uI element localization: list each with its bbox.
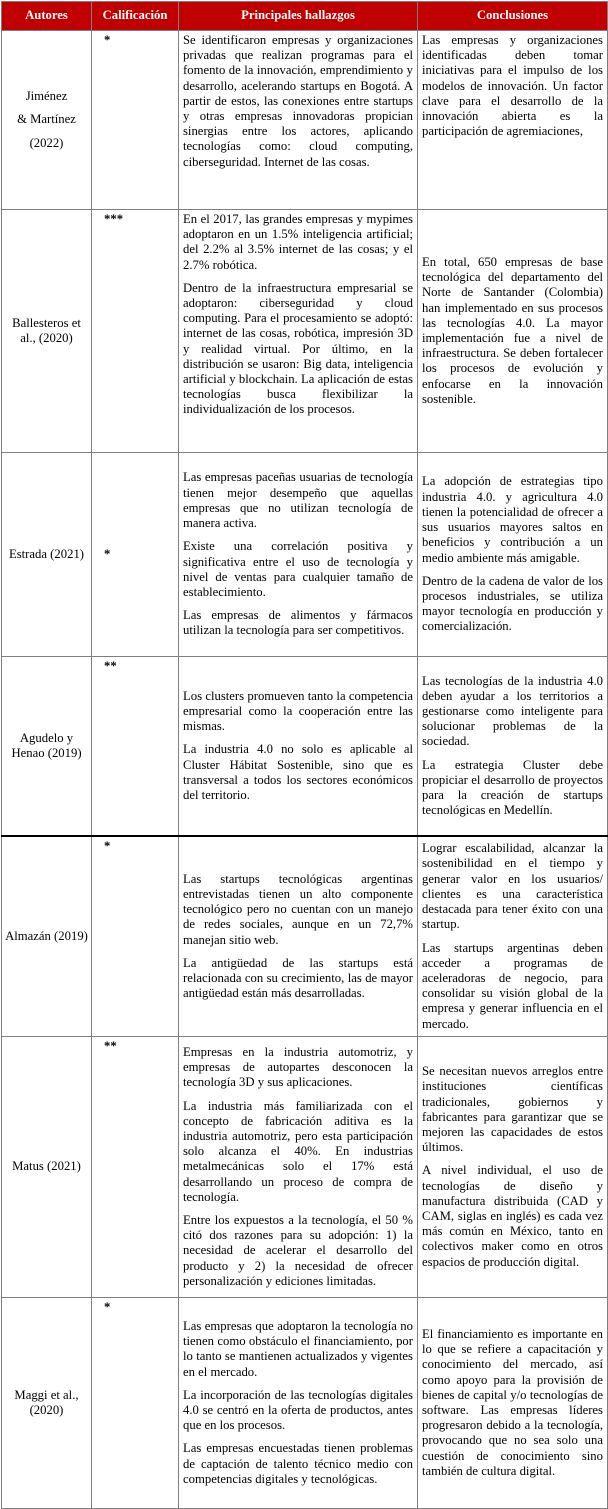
rating-cell: **: [92, 1037, 179, 1298]
conclusions-paragraph: Las tecnologías de la industria 4.0 deben ayudar a los territorios a gestionarse como inteligente para solucionar problemas de la sociedad.: [422, 673, 603, 749]
conclusions-paragraph: La estrategia Cluster debe propiciar el desarrollo de proyectos para la creación de startups tecnológicas en Medellín.: [422, 757, 603, 818]
conclusions-paragraph: El financiamiento es importante en lo que se refiere a capacitación y conocimiento del mercado, así como apoyo para la provisión de bienes de capital y/o tecnologías de software. Las empresas líderes progresaron debido a la tecnología, provocando que no sea solo una cuestión de conocimiento sino también de cultura digital.: [422, 1326, 603, 1478]
findings-paragraph: Entre los expuestos a la tecnología, el 50 % citó dos razones para su adopción: 1) la necesidad de acelerar el desarrollo del producto y 2) la necesidad de ofrecer personalización y ediciones limitadas.: [183, 1213, 413, 1288]
conclusions-paragraph: Dentro de la cadena de valor de los procesos industriales, se utiliza mayor tecnología en producción y comercialización.: [422, 573, 603, 634]
author-line: (2022): [29, 135, 64, 150]
conclusions-paragraph: La adopción de estrategias tipo industria 4.0. y agricultura 4.0 tienen la potencialidad de ofrecer a sus usuarios mayores saltos en beneficios y contribución a un medio ambiente más amigable.: [422, 474, 603, 565]
author-cell: [2, 210, 92, 453]
table-row: [2, 657, 608, 837]
findings-paragraph: Las empresas encuestadas tienen problemas de captación de talento técnico medio con competencias digitales y tecnológicas.: [183, 1441, 413, 1486]
author-line: Jiménez: [25, 89, 68, 104]
findings-paragraph: Las empresas de alimentos y fármacos utilizan la tecnología para ser competitivos.: [183, 608, 413, 638]
rating-cell: *: [92, 1298, 179, 1509]
table-row: [2, 1298, 608, 1509]
findings-cell: [179, 31, 418, 210]
findings-paragraph: Existe una correlación positiva y significativa entre el uso de tecnología y nivel de ventas para cualquier tamaño de establecimiento.: [183, 539, 413, 599]
conclusions-cell: [418, 1298, 608, 1509]
conclusions-cell: [418, 210, 608, 453]
conclusions-cell: [418, 1037, 608, 1298]
conclusions-paragraph: A nivel individual, el uso de tecnologías de diseño y manufactura distribuida (CAD y CAM, siglas en inglés) es cada vez más común en México, tanto en colectivos maker como en otros espacios de producción digital.: [422, 1163, 603, 1269]
findings-cell: [179, 836, 418, 1037]
rating-cell: *: [92, 453, 179, 657]
table-row: [2, 31, 608, 210]
author-line: Almazán (2019): [5, 928, 88, 943]
author-cell: [2, 453, 92, 657]
findings-paragraph: Las startups tecnológicas argentinas entrevistadas tienen un alto componente tecnológico pero no cuentan con un manejo de redes sociales, aunque en un 72,7% manejan sitio web.: [183, 871, 413, 947]
header-hallazgos: Principales hallazgos: [179, 2, 418, 31]
findings-cell: [179, 210, 418, 453]
findings-paragraph: La industria más familiarizada con el concepto de fabricación aditiva es la industria automotriz, pero esta participación solo alcanza el 40%. En industrias metalmecánicas solo el 17% está desarrollando un proceso de compra de tecnología.: [183, 1098, 413, 1204]
author-line: Agudelo y Henao (2019): [11, 730, 82, 760]
findings-cell: [179, 1298, 418, 1509]
findings-cell: [179, 1037, 418, 1298]
findings-paragraph: La incorporación de las tecnologías digitales 4.0 se centró en la oferta de productos, antes que en los procesos.: [183, 1387, 413, 1433]
table-row: [2, 836, 608, 1037]
literature-review-table: [1, 1, 608, 1509]
conclusions-cell: [418, 453, 608, 657]
findings-cell: [179, 453, 418, 657]
table-row: [2, 210, 608, 453]
author-cell: [2, 1037, 92, 1298]
table-header-row: [2, 2, 608, 31]
conclusions-paragraph: Las startups argentinas deben acceder a programas de aceleradoras de negocio, para consolidar su visión global de la empresa y generar influencia en el mercado.: [422, 940, 603, 1031]
rating-cell: **: [92, 657, 179, 837]
header-calificacion: Calificación: [92, 2, 179, 31]
author-line: Ballesteros et al., (2020): [12, 315, 81, 345]
rating-cell: *: [92, 31, 179, 210]
author-line: Estrada (2021): [8, 546, 85, 561]
conclusions-cell: [418, 836, 608, 1037]
conclusions-paragraph: En total, 650 empresas de base tecnológica del departamento del Norte de Santander (Colombia) han implementado en sus procesos las tecnologías 4.0. La mayor implementación fue a nivel de infraestructura. Se deben fortalecer los procesos de evolución y enfocarse en la innovación sostenible.: [422, 254, 603, 406]
rating-cell: *: [92, 836, 179, 1037]
conclusions-cell: [418, 31, 608, 210]
conclusions-cell: [418, 657, 608, 837]
author-cell: [2, 836, 92, 1037]
conclusions-paragraph: Se necesitan nuevos arreglos entre instituciones científicas tradicionales, gobiernos y fabricantes para garantizar que se mejoren las capacidades de estos últimos.: [422, 1064, 603, 1155]
author-line: Maggi et al., (2020): [14, 1387, 79, 1417]
findings-paragraph: Los clusters promueven tanto la competencia empresarial como la cooperación entre las mismas.: [183, 688, 413, 734]
findings-cell: [179, 657, 418, 837]
document-page: [0, 1, 608, 1503]
author-line: Matus (2021): [12, 1159, 81, 1174]
author-cell: [2, 31, 92, 210]
findings-paragraph: La antigüedad de las startups está relacionada con su crecimiento, las de mayor antigüedad están más desarrolladas.: [183, 955, 413, 1001]
findings-paragraph: En el 2017, las grandes empresas y mypimes adoptaron en un 1.5% inteligencia artificial; del 2.2% al 3.5% internet de las cosas; y el 2.7% robótica.: [183, 212, 413, 272]
author-cell: [2, 657, 92, 837]
table-row: [2, 1037, 608, 1298]
table-row: [2, 453, 608, 657]
findings-paragraph: Las empresas que adoptaron la tecnología no tienen como obstáculo el financiamiento, por lo tanto se mantienen actualizados y vigentes en el mercado.: [183, 1318, 413, 1379]
header-conclusiones: Conclusiones: [418, 2, 608, 31]
findings-paragraph: Se identificaron empresas y organizaciones privadas que realizan programas para el fomento de la innovación, emprendimiento y desarrollo, acelerando startups en Bogotá. A partir de estos, las conexiones entre startups y otras empresas innovadoras propician sinergias entre los actores, aplicando tecnologías como: cloud computing, ciberseguridad. Internet de las cosas.: [183, 33, 413, 169]
rating-cell: ***: [92, 210, 179, 453]
findings-paragraph: Empresas en la industria automotriz, y empresas de autopartes desconocen la tecnología 3D y sus aplicaciones.: [183, 1044, 413, 1090]
author-cell: [2, 1298, 92, 1509]
conclusions-paragraph: Las empresas y organizaciones identificadas deben tomar iniciativas para el impulso de los modelos de innovación. Un factor clave para el desarrollo de la innovación abierta es la participación de agremiaciones,: [422, 33, 603, 139]
conclusions-paragraph: Lograr escalabilidad, alcanzar la sostenibilidad en el tiempo y generar valor en los usuarios/ clientes es una característica destacada para tener éxito con una startup.: [422, 841, 603, 932]
findings-paragraph: Las empresas paceñas usuarias de tecnología tienen mejor desempeño que aquellas empresas que no utilizan tecnología de manera activa.: [183, 470, 413, 531]
header-autores: Autores: [2, 2, 92, 31]
findings-paragraph: La industria 4.0 no solo es aplicable al Cluster Hábitat Sostenible, sino que es transversal a todos los sectores económicos del territorio.: [183, 742, 413, 802]
author-line: & Martínez: [17, 112, 76, 127]
findings-paragraph: Dentro de la infraestructura empresarial se adoptaron: ciberseguridad y cloud computing. Para el procesamiento se adoptó: internet de las cosas, robótica, impresión 3D y realidad virtual. Por último, en la distribución se usaron: Big data, inteligencia artificial y blockchain. La aplicación de estas tecnologías busca flexibilizar la individualización de los procesos.: [183, 280, 413, 417]
